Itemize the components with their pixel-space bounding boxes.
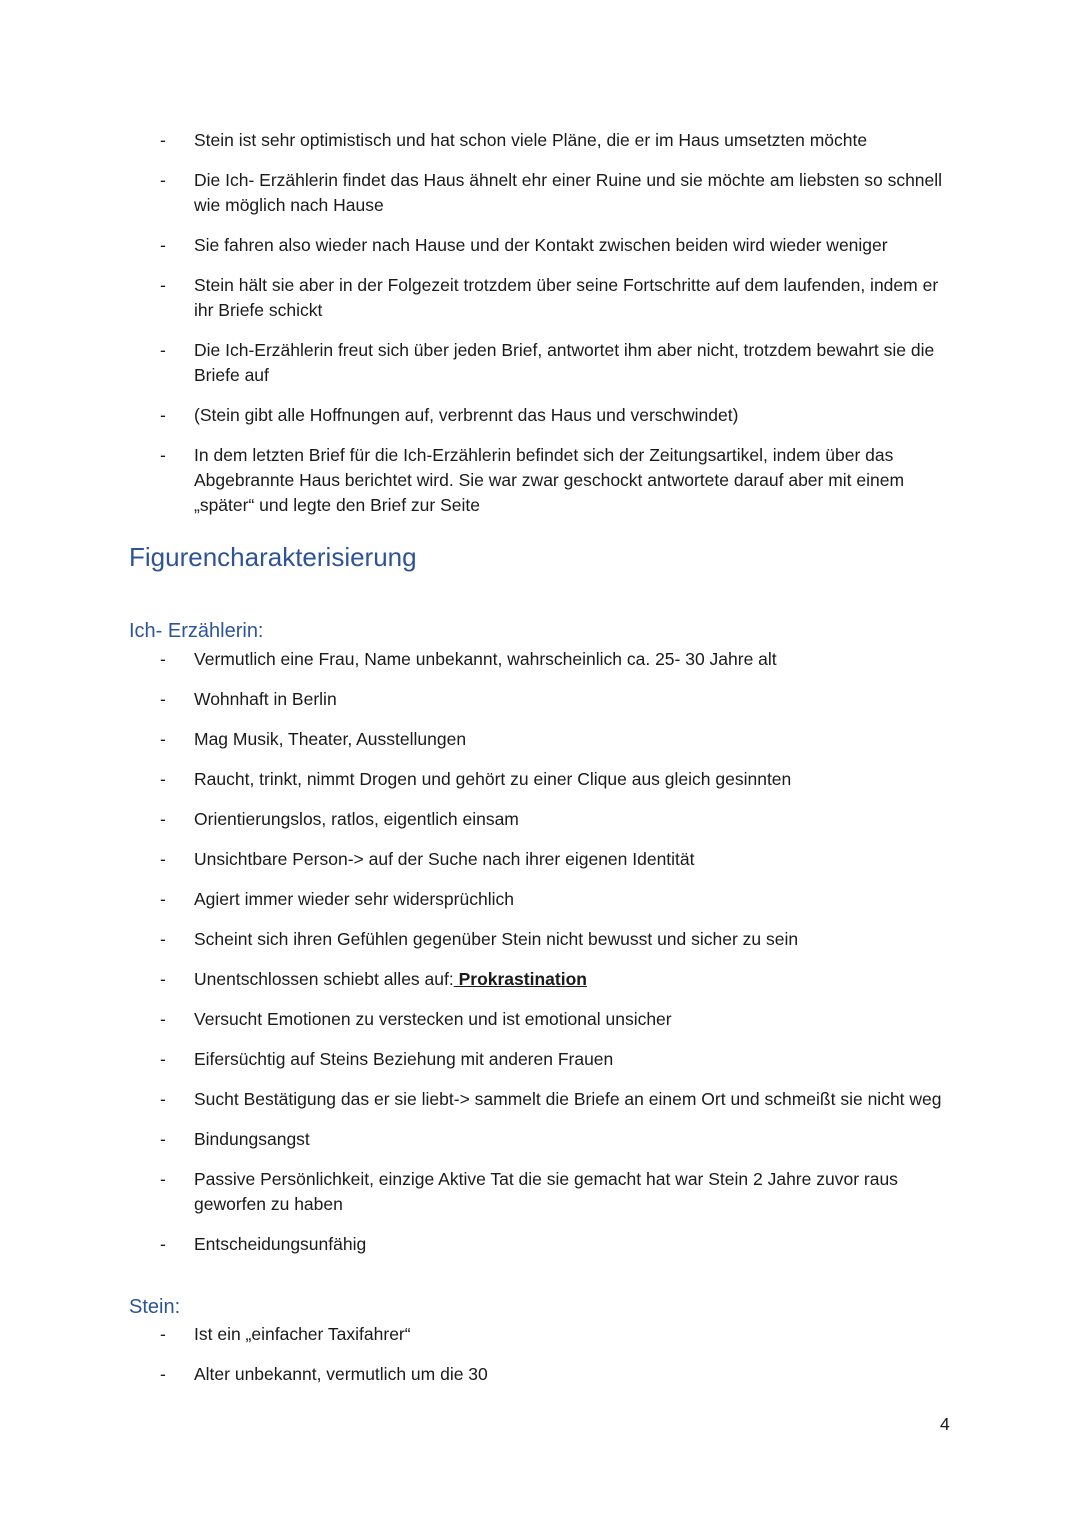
list-item: - Stein hält sie aber in der Folgezeit trotzdem über seine Fortschritte auf dem laufenden, indem er ihr Briefe schickt <box>160 275 939 320</box>
list-item: - Sucht Bestätigung das er sie liebt-> sammelt die Briefe an einem Ort und schmeißt sie nicht weg <box>0 1087 1080 1112</box>
dash-bullet: - <box>160 130 166 150</box>
list-item: - Eifersüchtig auf Steins Beziehung mit anderen Frauen <box>0 1047 1080 1072</box>
dash-bullet: - <box>160 445 166 465</box>
dash-bullet: - <box>160 1234 166 1254</box>
list-item: - Orientierungslos, ratlos, eigentlich einsam <box>0 807 1080 832</box>
list-item: - Raucht, trinkt, nimmt Drogen und gehört zu einer Clique aus gleich gesinnten <box>0 767 1080 792</box>
dash-bullet: - <box>160 889 166 909</box>
list-item: - Scheint sich ihren Gefühlen gegenüber Stein nicht bewusst und sicher zu sein <box>0 927 1080 952</box>
dash-bullet: - <box>160 170 166 190</box>
list-item <box>0 967 1080 992</box>
procrastination-prefix: Unentschlossen schiebt alles auf: <box>194 969 454 989</box>
list-item: - In dem letzten Brief für die Ich-Erzählerin befindet sich der Zeitungsartikel, indem über das Abgebrannte Haus berichtet wird. Sie war zwar geschockt antwortete darauf aber mit einem „später“ und legte den Brief zur Seite <box>160 445 905 515</box>
dash-bullet: - <box>160 769 166 789</box>
section-title: Figurencharakterisierung <box>129 542 417 572</box>
dash-bullet: - <box>160 340 166 360</box>
list-item: - Wohnhaft in Berlin <box>0 687 1080 712</box>
dash-bullet: - <box>160 1324 166 1344</box>
list-item: - (Stein gibt alle Hoffnungen auf, verbrennt das Haus und verschwindet) <box>0 403 1080 428</box>
dash-bullet: - <box>160 1364 166 1384</box>
dash-bullet: - <box>160 929 166 949</box>
dash-bullet: - <box>160 1129 166 1149</box>
list-item: - Versucht Emotionen zu verstecken und ist emotional unsicher <box>0 1007 1080 1032</box>
dash-bullet: - <box>160 1049 166 1069</box>
narrator-heading: Ich- Erzählerin: <box>129 620 264 642</box>
list-item: - Bindungsangst <box>0 1127 1080 1152</box>
list-item: - Stein ist sehr optimistisch und hat schon viele Pläne, die er im Haus umsetzten möchte <box>0 128 1080 153</box>
narrator-list <box>0 647 1080 1272</box>
list-item: - Mag Musik, Theater, Ausstellungen <box>0 727 1080 752</box>
list-item: - Ist ein „einfacher Taxifahrer“ <box>0 1322 1080 1347</box>
dash-bullet: - <box>160 1089 166 1109</box>
intro-list <box>0 128 1080 533</box>
list-item: - Agiert immer wieder sehr widersprüchlich <box>0 887 1080 912</box>
stein-heading: Stein: <box>129 1296 181 1318</box>
stein-list <box>0 1322 1080 1402</box>
list-item: - Alter unbekannt, vermutlich um die 30 <box>0 1362 1080 1387</box>
dash-bullet: - <box>160 969 166 989</box>
list-item: - Entscheidungsunfähig <box>0 1232 1080 1257</box>
dash-bullet: - <box>160 649 166 669</box>
page-number: 4 <box>940 1414 950 1434</box>
list-item: - Sie fahren also wieder nach Hause und der Kontakt zwischen beiden wird wieder weniger <box>0 233 1080 258</box>
list-item: - Unsichtbare Person-> auf der Suche nach ihrer eigenen Identität <box>0 847 1080 872</box>
dash-bullet: - <box>160 849 166 869</box>
dash-bullet: - <box>160 1009 166 1029</box>
dash-bullet: - <box>160 1169 166 1189</box>
list-item: - Die Ich- Erzählerin findet das Haus ähnelt ehr einer Ruine und sie möchte am liebsten so schnell wie möglich nach Hause <box>160 170 943 215</box>
dash-bullet: - <box>160 275 166 295</box>
list-item: - Passive Persönlichkeit, einzige Aktive Tat die sie gemacht hat war Stein 2 Jahre zuvor raus geworfen zu haben <box>160 1169 898 1214</box>
dash-bullet: - <box>160 235 166 255</box>
dash-bullet: - <box>160 729 166 749</box>
dash-bullet: - <box>160 809 166 829</box>
list-item: - Vermutlich eine Frau, Name unbekannt, wahrscheinlich ca. 25- 30 Jahre alt <box>0 647 1080 672</box>
list-item: - Die Ich-Erzählerin freut sich über jeden Brief, antwortet ihm aber nicht, trotzdem bewahrt sie die Briefe auf <box>160 340 935 385</box>
dash-bullet: - <box>160 405 166 425</box>
procrastination-term: Prokrastination <box>453 969 587 989</box>
dash-bullet: - <box>160 689 166 709</box>
